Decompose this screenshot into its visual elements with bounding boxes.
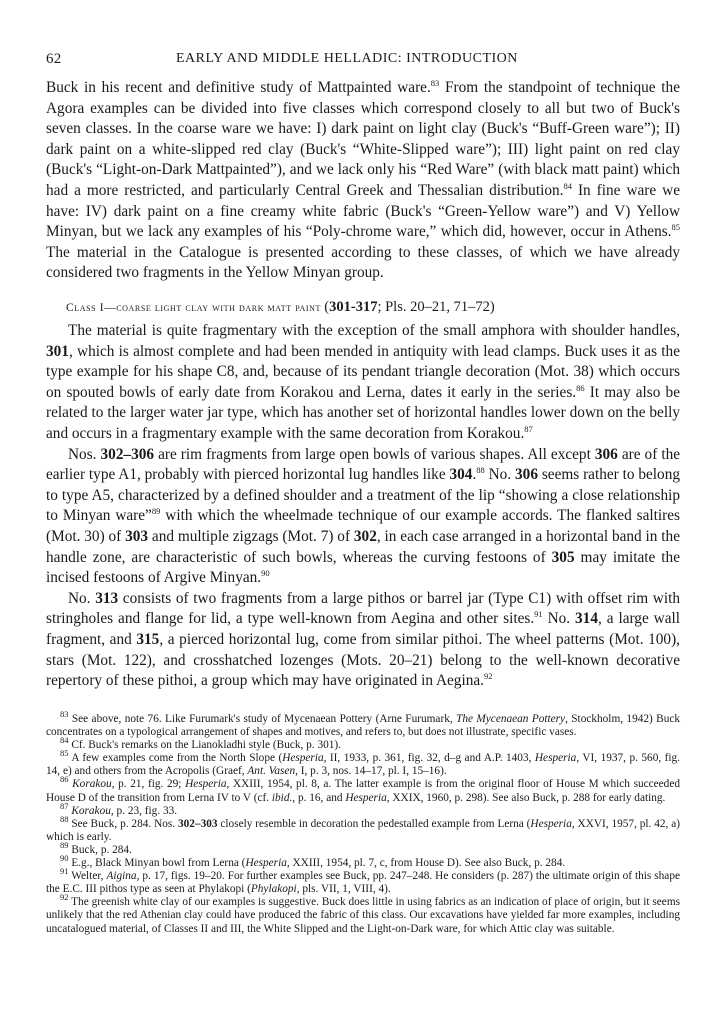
footnote: $^{86}$ Korakou, p. 21, fig. 29; Hesperia, XXIII, 1954, pl. 8, a. The latter example is from the original floor of House M which succeeded House D of the transition from Lerna IV to V (cf. ibid., p. 16, and Hesperia, XXIX, 1960, p. 298). See also Buck, p. 288 for early dating.	[46, 774, 680, 804]
footnote: $^{89}$ Buck, p. 284.	[60, 840, 132, 856]
footnote: $^{87}$ Korakou, p. 23, fig. 33.	[60, 800, 178, 817]
class-discussion	[46, 321, 680, 692]
page-number: 62	[46, 51, 62, 67]
footnote: $^{88}$ See Buck, p. 284. Nos. 302–303 closely resemble in decoration the pedestalled example from Lerna (Hesperia, XXVI, 1957, pl. 42, a) which is early.	[46, 813, 681, 843]
footnotes	[46, 709, 681, 936]
page-header	[46, 51, 680, 69]
body-paragraph: The material is quite fragmentary with the exception of the small amphora with shoulder handles, 301, which is almost complete and had been mended in antiquity with lead clamps. Buck uses it as the type example for his shape C8, and, because of its pendant triangle decoration (Mot. 38) which occurs on spouted bowls of early date from Korakou and Lerna, dates it early in the series.$^{86}$ It may also be related to the larger water jar type, which has another set of horizontal handles lower down on the belly and occurs in a fragmentary example with the same decoration from Korakou.$^{87}$	[46, 322, 680, 442]
footnote: $^{92}$ The greenish white clay of our examples is suggestive. Buck does little in using fabrics as an indication of place of origin, but it seems unlikely that the red Athenian clay could have produced the fabric of this class. Our excavations have yielded far more examples, including uncatalogued material, of Classes II and III, the White Slipped and the Light-on-Dark ware, for which Attic clay was suitable.	[46, 892, 680, 935]
footnote: $^{83}$ See above, note 76. Like Furumark's study of Mycenaean Pottery (Arne Furumark, The Mycenaean Pottery, Stockholm, 1942) Buck concentrates on a typological arrangement of shapes and motives, and refers to, but does not illustrate, specific vases.	[46, 709, 681, 739]
intro-paragraph: Buck in his recent and definitive study of Mattpainted ware.$^{83}$ From the standpoint of technique the Agora examples can be divided into five classes which correspond closely to all but two of Buck's seven classes. In the coarse ware we have: I) dark paint on light clay (Buck's “Buff-Green ware”); II) dark paint on a white-slipped red clay (Buck's “White-Slipped ware”); III) light paint on red clay (Buck's “Light-on-Dark Mattpainted”), and we lack only his “Red Ware” (with black matt paint) which had a more restricted, and particularly Central Greek and Thessalian distribution.$^{84}$ In fine ware we have: IV) dark paint on a fine creamy white fabric (Buck's “Green-Yellow ware”) and V) Yellow Minyan, but we lack any examples of his “Poly-chrome ware,” which did, however, occur in Athens.$^{85}$ The material in the Catalogue is presented according to these classes, of which we have already considered two fragments in the Yellow Minyan group.	[46, 77, 680, 282]
running-title: EARLY AND MIDDLE HELLADIC: INTRODUCTION	[176, 51, 518, 66]
body-paragraph: Nos. 302–306 are rim fragments from large open bowls of various shapes. All except 306 are of the earlier type A1, probably with pierced horizontal lug handles like 304.88 No. 306 seems rather to belong to type A5, characterized by a defined shoulder and a treatment of the lip “showing a close relationship to Minyan ware”$^{89}$ with which the wheelmade technique of our example accords. The flanked saltires (Mot. 30) of 303 and multiple zigzags (Mot. 7) of 302, in each case arranged in a horizontal band in the handle zone, are characteristic of such bowls, whereas the curving festoons of 305 may imitate the incised festoons of Argive Minyan.$^{90}$	[46, 445, 681, 587]
footnote: $^{91}$ Welter, Aigina, p. 17, figs. 19–20. For further examples see Buck, pp. 247–248. He considers (p. 287) the ultimate origin of this shape the E.C. III pithos type as seen at Phylakopi (Phylakopi, pls. VII, 1, VIII, 4).	[46, 866, 680, 896]
class-heading	[66, 299, 680, 316]
class-heading-label: Class I—coarse light clay with dark matt paint	[66, 302, 322, 314]
footnote: $^{84}$ Cf. Buck's remarks on the Lianokladhi style (Buck, p. 301).	[60, 735, 341, 752]
body-paragraph: No. 313 consists of two fragments from a large pithos or barrel jar (Type C1) with offset rim with stringholes and flange for lid, a type well-known from Aegina and other sites.$^{91}$ No. 314, a large wall fragment, and 315, a pierced horizontal lug, come from similar pithoi. The wheel patterns (Mot. 100), stars (Mot. 122), and crosshatched lozenges (Mots. 20–21) belong to the well-known decorative repertory of these pithoi, a group which may have originated in Aegina.$^{92}$	[46, 589, 681, 690]
class-heading-refs: (301-317; Pls. 20–21, 71–72)	[324, 299, 495, 315]
intro-text	[46, 78, 680, 284]
footnote: $^{90}$ E.g., Black Minyan bowl from Lerna (Hesperia, XXIII, 1954, pl. 7, c, from House D). See also Buck, p. 284.	[60, 853, 566, 870]
footnote: $^{85}$ A few examples come from the North Slope (Hesperia, II, 1933, p. 361, fig. 32, d–g and A.P. 1403, Hesperia, VI, 1937, p. 560, fig. 14, e) and others from the Acropolis (Graef, Ant. Vasen, I, p. 3, nos. 14–17, pl. I, 15–16).	[46, 748, 681, 778]
